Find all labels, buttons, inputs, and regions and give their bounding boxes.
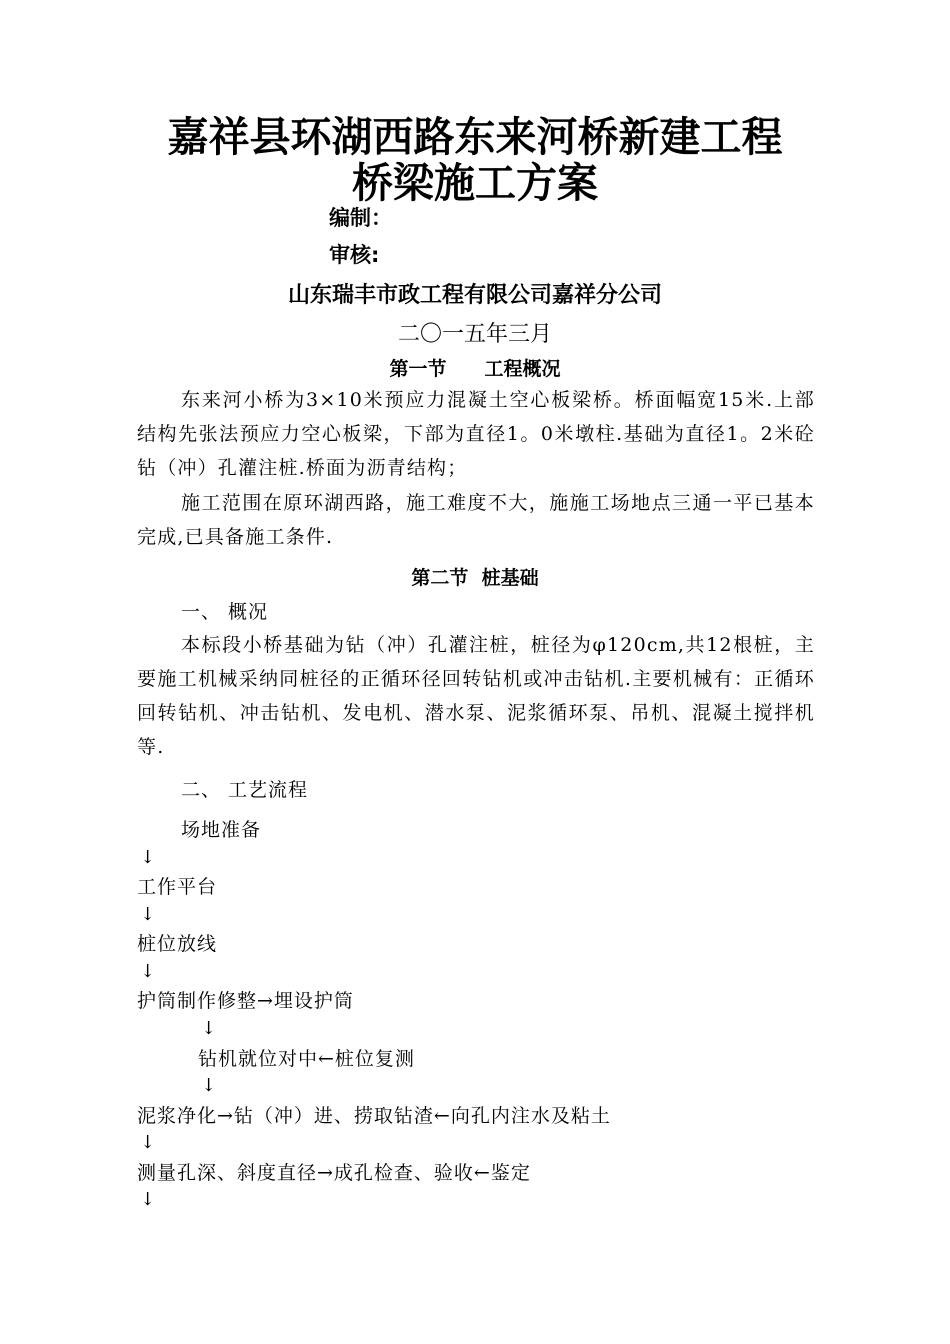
section2-paragraph1: 本标段小桥基础为钻（冲）孔灌注桩，桩径为φ120cm,共12根桩，主要施工机械采纳同桩径的正循环径回转钻机或冲击钻机.主要机械有：正循环回转钻机、冲击钻机、发电机、潜水泵、泥浆循环泵、吊机、混凝土搅拌机等. [137,634,815,758]
section1-heading: 第一节 工程概况 [389,358,561,380]
flow-step-work-platform: 工作平台 [137,876,218,898]
flow-step-casing: 护筒制作修整→埋设护筒 [137,990,354,1012]
document-date: 二〇一五年三月 [397,322,552,347]
section2-subheading-process: 二、 工艺流程 [181,779,309,801]
flow-down-arrow-icon: ↓ [201,1075,217,1096]
compiled-by-label: 编制： [329,206,392,230]
flow-step-site-prep: 场地准备 [181,819,262,841]
document-title-line2: 桥梁施工方案 [352,159,598,207]
flow-down-arrow-icon: ↓ [140,847,156,868]
flow-down-arrow-icon: ↓ [201,1018,217,1039]
flow-step-hole-inspection: 测量孔深、斜度直径→成孔检查、验收←鉴定 [137,1162,531,1184]
flow-down-arrow-icon: ↓ [140,961,156,982]
section2-subheading-overview: 一、 概况 [181,601,269,623]
flow-step-rig-alignment: 钻机就位对中←桩位复测 [198,1048,415,1070]
flow-down-arrow-icon: ↓ [140,1189,156,1210]
section2-heading: 第二节 桩基础 [411,567,539,589]
flow-down-arrow-icon: ↓ [140,904,156,925]
flow-down-arrow-icon: ↓ [140,1132,156,1153]
document-title-line1: 嘉祥县环湖西路东来河桥新建工程 [167,113,783,161]
flow-step-drilling: 泥浆净化→钻（冲）进、捞取钻渣←向孔内注水及粘土 [137,1105,611,1127]
section1-paragraph1: 东来河小桥为3×10米预应力混凝土空心板梁桥。桥面幅宽15米.上部结构先张法预应力空心板梁，下部为直径1。0米墩柱.基础为直径1。2米砼钻（冲）孔灌注桩.桥面为沥青结构； [137,389,815,479]
company-name: 山东瑞丰市政工程有限公司嘉祥分公司 [287,283,662,308]
section1-paragraph2: 施工范围在原环湖西路，施工难度不大，施施工场地点三通一平已基本完成,已具备施工条件. [137,492,815,548]
reviewed-by-label: 审核: [329,243,380,267]
flow-step-pile-layout: 桩位放线 [137,933,218,955]
